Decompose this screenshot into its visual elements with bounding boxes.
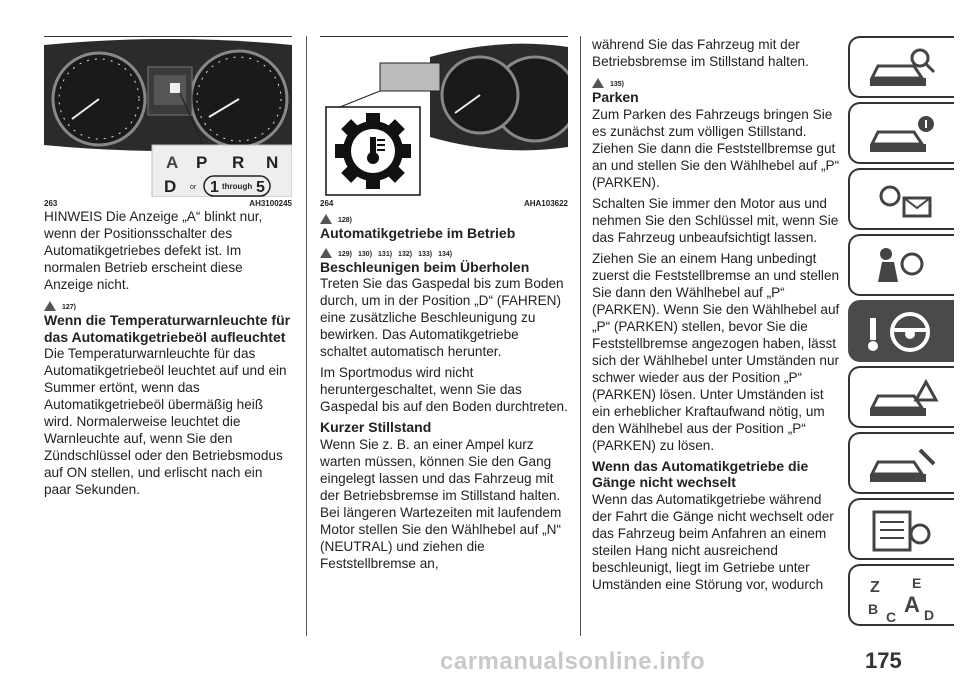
ref-number: 131) <box>378 250 393 258</box>
column-1 <box>44 36 292 502</box>
tab-airbag[interactable] <box>848 234 954 296</box>
ref-number: 132) <box>398 250 413 258</box>
warning-triangle-icon <box>592 78 604 88</box>
gear-label-1: 1 <box>210 179 219 196</box>
section-heading: Beschleunigen beim Überholen <box>320 258 530 275</box>
page-number: 175 <box>865 648 902 673</box>
figure-263 <box>44 36 292 197</box>
paragraph: Im Sportmodus wird nicht heruntergeschaltet, wenn Sie das Gaspedal bis auf den Boden durchtreten. <box>320 365 568 414</box>
instrument-cluster-image <box>44 37 292 197</box>
section-heading: Kurzer Stillstand <box>320 419 432 435</box>
figure-number: 264 <box>320 199 334 208</box>
tab-car-info[interactable] <box>848 102 954 164</box>
paragraph: während Sie das Fahrzeug mit der Betriebsbremse im Stillstand halten. <box>592 37 809 69</box>
svg-text:C: C <box>886 609 897 624</box>
transmission-temp-image <box>320 37 568 197</box>
section-heading: Wenn das Automatikgetriebe die Gänge nicht wechselt <box>592 457 809 490</box>
paragraph: HINWEIS Die Anzeige „A“ blinkt nur, wenn der Positionsschalter des Automatikgetriebes defekt ist. Im normalen Betrieb erscheint diese Anzeige nicht. <box>44 209 263 292</box>
paragraph: Wenn Sie z. B. an einer Ampel kurz warten müssen, können Sie den Gang eingelegt lassen und das Fahrzeug mit der Betriebsbremse im Stillstand halten. Bei längeren Wartezeiten mit laufendem Motor stellen Sie den Wählhebel auf „N“ (NEUTRAL) und ziehen die Feststellbremse an, <box>320 436 562 571</box>
warning-lights-icon <box>864 176 944 226</box>
svg-text:A: A <box>904 592 920 617</box>
column-2 <box>320 36 568 576</box>
ref-number: 130) <box>358 250 373 258</box>
tab-warning-lights[interactable] <box>848 168 954 230</box>
svg-text:B: B <box>868 601 879 617</box>
svg-text:D: D <box>924 607 935 623</box>
figure-number: 263 <box>44 199 58 208</box>
tab-index[interactable] <box>848 564 954 626</box>
section-heading: Automatikgetriebe im Betrieb <box>320 225 516 241</box>
tab-car-search[interactable] <box>848 36 954 98</box>
ref-number: 135) <box>610 81 625 88</box>
column-divider <box>580 36 581 636</box>
ref-number: 129) <box>338 250 353 258</box>
car-breakdown-icon <box>864 374 944 424</box>
gear-label-n: N <box>266 153 279 172</box>
settings-list-icon <box>864 506 944 556</box>
section-heading: Wenn die Temperaturwarnleuchte für das Automatikgetriebeöl aufleuchtet <box>44 312 291 345</box>
car-service-icon <box>864 440 944 490</box>
svg-text:Z: Z <box>870 579 880 596</box>
warning-ref <box>320 210 568 224</box>
column-divider <box>306 36 307 636</box>
figure-263-caption <box>44 199 292 208</box>
paragraph: Wenn das Automatikgetriebe während der Fahrt die Gänge nicht wechselt oder das Fahrzeug beim Anfahren an einem steilen Hang nicht ausreichend beschleunigt, liegt im Getriebe unter Umständen eine Störung vor, wodurch <box>592 491 834 592</box>
paragraph: Ziehen Sie an einem Hang unbedingt zuerst die Feststellbremse an und stellen Sie dann den Wählhebel auf „P“ (PARKEN). Wenn Sie den Wählhebel auf „P“ (PARKEN) stellen, bevor Sie die Feststellbremse angezogen haben, lässt sich der Wählhebel unter Umständen nur schwer wieder aus der Position „P“ (PARKEN) lösen. Unter Umständen ist ein erheblicher Kraftaufwand nötig, um den Wählhebel aus der Position „P“ (PARKEN) zu lösen. <box>592 250 840 453</box>
warning-refs <box>320 244 568 258</box>
ref-number: 128) <box>338 217 353 224</box>
figure-code: AH3100245 <box>249 199 292 208</box>
ref-number: 127) <box>62 304 77 311</box>
gear-label-d: D <box>164 177 177 196</box>
section-heading: Parken <box>592 89 639 105</box>
warning-triangle-icon <box>44 301 56 311</box>
warning-triangle-icon <box>320 214 332 224</box>
tab-settings-list[interactable] <box>848 498 954 560</box>
warning-ref <box>592 74 840 88</box>
figure-264-caption <box>320 199 568 208</box>
watermark: carmanualsonline.info <box>440 648 706 675</box>
gear-label-a: A <box>166 153 179 172</box>
index-letters-icon <box>864 572 944 624</box>
figure-264 <box>320 36 568 197</box>
svg-text:E: E <box>912 575 922 591</box>
gear-label-5: 5 <box>256 179 265 196</box>
paragraph: Die Temperaturwarnleuchte für das Automatikgetriebeöl leuchtet auf und ein Summer ertönt, wenn das Automatikgetriebeöl übermäßig heiß wird. Normalerweise leuchtet die Warnleuchte auf, wenn Sie den Zündschlüssel oder den Betriebsmodus auf ON stellen, und erlischt nach ein paar Sekunden. <box>44 346 287 497</box>
paragraph: Zum Parken des Fahrzeugs bringen Sie es zunächst zum völligen Stillstand. Ziehen Sie dann die Feststellbremse gut an und stellen Sie den Wählhebel auf „P“ (PARKEN). <box>592 106 840 190</box>
car-info-icon <box>864 110 944 160</box>
car-search-icon <box>864 44 944 94</box>
gear-label-or: or <box>190 184 197 191</box>
steering-key-icon <box>864 308 944 358</box>
paragraph: Treten Sie das Gaspedal bis zum Boden durch, um in der Position „D“ (FAHREN) eine zusätzliche Beschleunigung zu bewirken. Das Automatikgetriebe schaltet automatisch herunter. <box>320 276 564 359</box>
paragraph: Schalten Sie immer den Motor aus und nehmen Sie den Schlüssel mit, wenn Sie das Fahrzeug unbeaufsichtigt lassen. <box>592 195 839 245</box>
tab-steering-key[interactable] <box>848 300 954 362</box>
warning-triangle-icon <box>320 248 332 258</box>
gear-label-through: through <box>222 182 253 191</box>
figure-code: AHA103622 <box>523 199 568 208</box>
gear-label-r: R <box>232 153 245 172</box>
tab-car-service[interactable] <box>848 432 954 494</box>
ref-number: 134) <box>438 250 453 258</box>
ref-number: 133) <box>418 250 433 258</box>
airbag-icon <box>864 242 944 292</box>
gear-label-p: P <box>196 153 208 172</box>
tab-car-breakdown[interactable] <box>848 366 954 428</box>
column-3 <box>592 36 840 597</box>
warning-ref <box>44 297 292 311</box>
